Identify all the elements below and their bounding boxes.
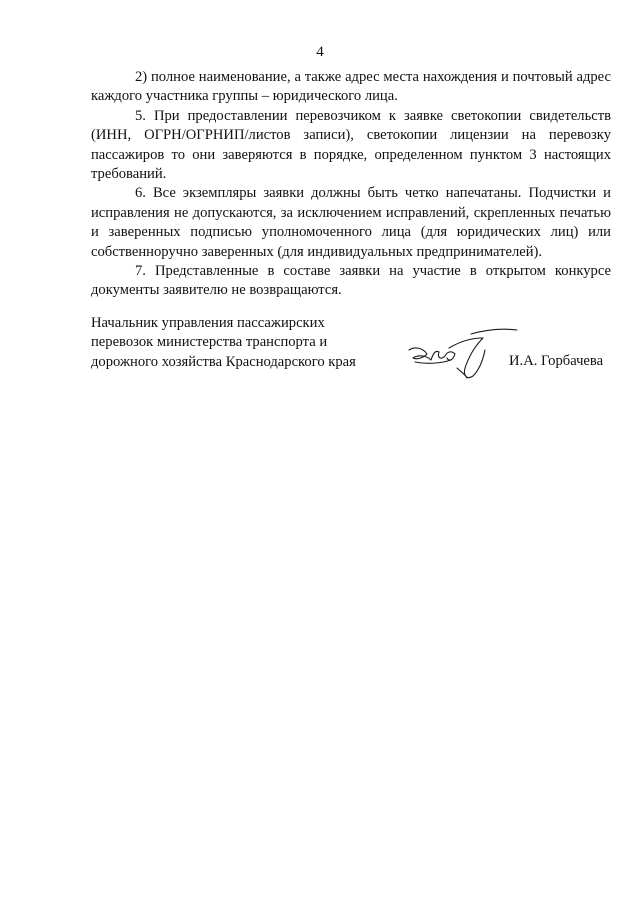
paragraph-point-5: 5. При предоставлении перевозчиком к заявке светокопии свидетельств (ИНН, ОГРН/ОГРНИП/листов записи), светокопии лицензии на перевозку пассажиров то они заверяются в порядке, определенном пунктом 3 настоящих требований. <box>91 107 611 183</box>
paragraph-point-7: 7. Представленные в составе заявки на участие в открытом конкурсе документы заявителю не возвращаются. <box>91 263 611 299</box>
signer-position-line-3: дорожного хозяйства Краснодарского края <box>91 353 356 370</box>
signature-block <box>91 314 611 384</box>
signer-position <box>91 314 391 372</box>
handwritten-signature <box>405 324 525 390</box>
document-body <box>91 68 611 301</box>
paragraph-point-6: 6. Все экземпляры заявки должны быть четко напечатаны. Подчистки и исправления не допускаются, за исключением исправлений, скрепленных печатью и заверенных подписью уполномоченного лица (для юридических лиц) или собственноручно заверенных (для индивидуальных предпринимателей). <box>91 185 611 260</box>
signer-position-line-1: Начальник управления пассажирских <box>91 315 325 331</box>
signer-position-line-2: перевозок министерства транспорта и <box>91 334 328 351</box>
signer-name: И.А. Горбачева <box>509 353 604 369</box>
paragraph-item-2: 2) полное наименование, а также адрес места нахождения и почтовый адрес каждого участника группы – юридического лица. <box>91 69 611 105</box>
page-number: 4 <box>316 44 324 60</box>
